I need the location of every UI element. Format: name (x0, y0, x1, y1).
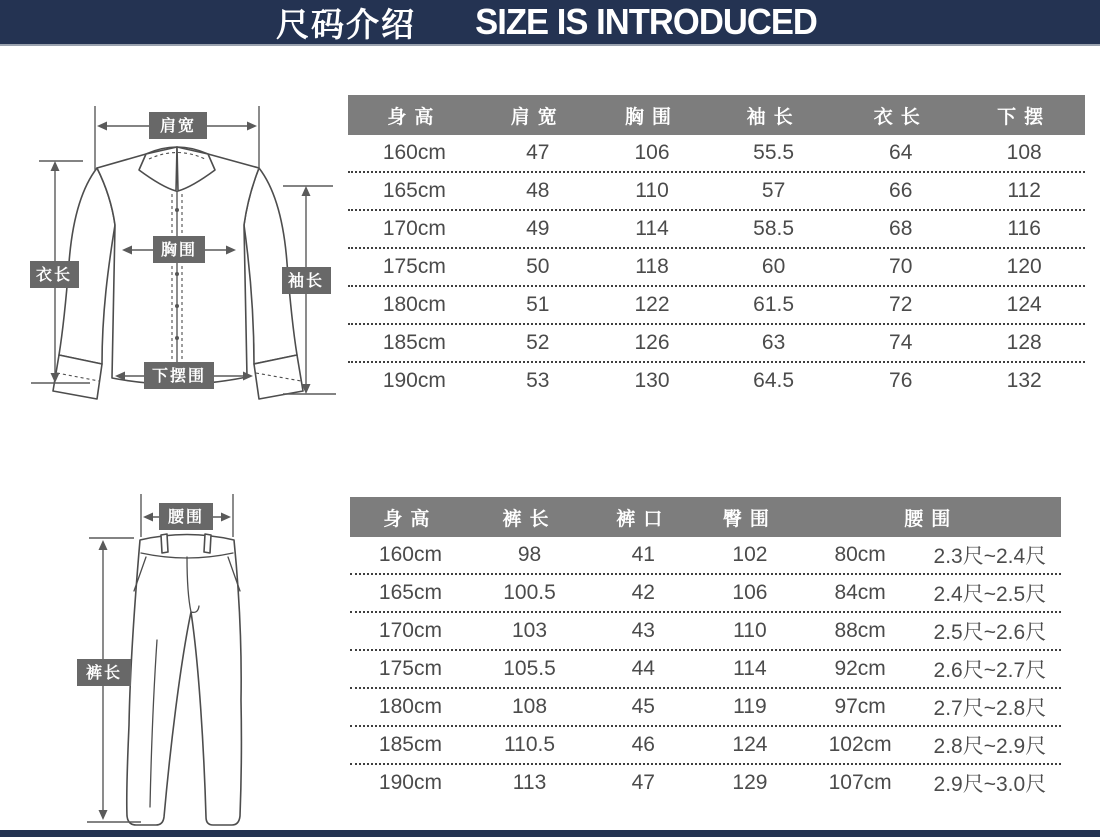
table-cell: 160cm (382, 141, 446, 164)
table-cell: 88cm (834, 619, 886, 642)
table-cell: 2.7尺~2.8尺 (933, 697, 1047, 720)
table-cell: 170cm (378, 619, 442, 642)
table-row (350, 689, 1061, 727)
table-cell: 106 (634, 141, 670, 164)
table-cell: 130 (634, 369, 670, 392)
table-cell: 2.6尺~2.7尺 (933, 659, 1047, 682)
column-header: 身高 (387, 106, 442, 128)
shirt-size-table (348, 95, 1085, 399)
table-cell: 185cm (378, 733, 442, 756)
table-cell: 42 (631, 581, 655, 604)
table-cell: 68 (889, 217, 913, 240)
pants-outline (127, 534, 242, 825)
table-cell: 57 (761, 179, 786, 202)
table-row (350, 537, 1061, 575)
table-cell: 49 (526, 217, 550, 240)
table-cell: 51 (526, 293, 550, 316)
column-header: 胸围 (625, 106, 680, 128)
table-cell: 43 (631, 619, 655, 642)
table-cell: 102cm (828, 733, 892, 756)
garment-length-label: 衣长 (35, 267, 73, 284)
table-cell: 2.4尺~2.5尺 (933, 583, 1047, 606)
bottom-divider (0, 830, 1100, 837)
table-header-row (350, 497, 1061, 537)
table-cell: 74 (889, 331, 913, 354)
column-header: 袖长 (746, 106, 801, 128)
table-cell: 70 (889, 255, 913, 278)
table-cell: 2.8尺~2.9尺 (933, 735, 1047, 758)
waist-label: 腰围 (167, 509, 205, 526)
table-cell: 175cm (382, 255, 446, 278)
table-cell: 129 (732, 771, 768, 794)
table-row (348, 211, 1085, 249)
column-header: 肩宽 (510, 106, 565, 128)
table-cell: 108 (511, 695, 548, 718)
column-header: 衣长 (873, 106, 928, 128)
table-cell: 103 (511, 619, 548, 642)
table-cell: 64.5 (753, 369, 795, 392)
pants-length-label: 裤长 (85, 665, 123, 682)
table-cell: 66 (889, 179, 913, 202)
table-cell: 58.5 (753, 217, 795, 240)
table-row (348, 135, 1085, 173)
table-cell: 180cm (382, 293, 446, 316)
table-cell: 61.5 (753, 293, 795, 316)
table-cell: 114 (635, 217, 669, 240)
table-cell: 98 (517, 543, 542, 566)
table-cell: 72 (889, 293, 913, 316)
table-row (350, 765, 1061, 801)
table-cell: 76 (889, 369, 913, 392)
table-cell: 53 (526, 369, 550, 392)
table-cell: 113 (512, 771, 547, 794)
table-cell: 132 (1006, 369, 1042, 392)
table-cell: 126 (634, 331, 670, 354)
table-cell: 102 (732, 543, 768, 566)
table-cell: 160cm (378, 543, 442, 566)
table-cell: 107cm (828, 771, 892, 794)
table-row (350, 575, 1061, 613)
table-cell: 190cm (378, 771, 442, 794)
table-cell: 110 (733, 619, 767, 642)
table-cell: 52 (526, 331, 550, 354)
table-cell: 120 (1006, 255, 1042, 278)
table-cell: 122 (634, 293, 670, 316)
table-cell: 64 (889, 141, 913, 164)
table-cell: 124 (732, 733, 768, 756)
table-cell: 116 (1007, 217, 1041, 240)
column-header: 身高 (383, 508, 438, 530)
table-cell: 105.5 (503, 657, 556, 680)
table-row (348, 325, 1085, 363)
table-cell: 50 (526, 255, 550, 278)
table-cell: 165cm (382, 179, 446, 202)
table-cell: 2.9尺~3.0尺 (933, 773, 1047, 796)
column-header: 裤口 (616, 508, 671, 530)
table-cell: 48 (526, 179, 550, 202)
table-cell: 63 (761, 331, 786, 354)
table-cell: 92cm (834, 657, 886, 680)
table-cell: 118 (635, 255, 669, 278)
table-row (350, 651, 1061, 689)
table-row (350, 727, 1061, 765)
table-cell: 110 (635, 179, 669, 202)
table-cell: 44 (631, 657, 655, 680)
table-cell: 2.3尺~2.4尺 (933, 545, 1047, 568)
table-cell: 55.5 (753, 141, 795, 164)
table-cell: 108 (1006, 141, 1042, 164)
chest-label: 胸围 (160, 242, 198, 259)
table-cell: 100.5 (503, 581, 556, 604)
table-cell: 2.5尺~2.6尺 (933, 621, 1047, 644)
banner-title-zh: 尺码介绍 (275, 5, 416, 43)
title-banner (0, 0, 1100, 46)
table-cell: 84cm (834, 581, 886, 604)
pants-size-table (350, 497, 1061, 801)
table-cell: 170cm (382, 217, 446, 240)
table-cell: 80cm (834, 543, 886, 566)
table-cell: 190cm (382, 369, 446, 392)
table-cell: 124 (1006, 293, 1042, 316)
table-cell: 46 (631, 733, 655, 756)
column-header: 臀围 (722, 508, 777, 530)
hem-label: 下摆围 (151, 368, 207, 385)
column-header: 下摆 (997, 106, 1052, 128)
table-row (348, 249, 1085, 287)
table-cell: 112 (1007, 179, 1041, 202)
table-cell: 60 (761, 255, 786, 278)
table-cell: 165cm (378, 581, 442, 604)
table-cell: 119 (733, 695, 767, 718)
table-cell: 41 (631, 543, 655, 566)
table-cell: 45 (631, 695, 655, 718)
column-header: 裤长 (502, 508, 557, 530)
table-row (348, 363, 1085, 399)
table-cell: 185cm (382, 331, 446, 354)
pants-measurement-diagram (0, 460, 350, 837)
table-cell: 47 (526, 141, 550, 164)
table-cell: 47 (631, 771, 655, 794)
table-cell: 175cm (378, 657, 442, 680)
table-cell: 128 (1006, 331, 1042, 354)
table-row (348, 173, 1085, 211)
table-cell: 106 (732, 581, 768, 604)
table-row (348, 287, 1085, 325)
table-cell: 114 (733, 657, 767, 680)
table-header-row (348, 95, 1085, 135)
banner-title-en: SIZE IS INTRODUCED (475, 1, 817, 42)
shirt-measurement-diagram (2, 58, 347, 426)
shoulder-width-label: 肩宽 (159, 118, 197, 135)
table-row (350, 613, 1061, 651)
sleeve-length-label: 袖长 (287, 273, 325, 290)
table-cell: 110.5 (504, 733, 556, 756)
table-cell: 180cm (378, 695, 442, 718)
column-header: 腰围 (904, 508, 959, 530)
table-cell: 97cm (834, 695, 886, 718)
